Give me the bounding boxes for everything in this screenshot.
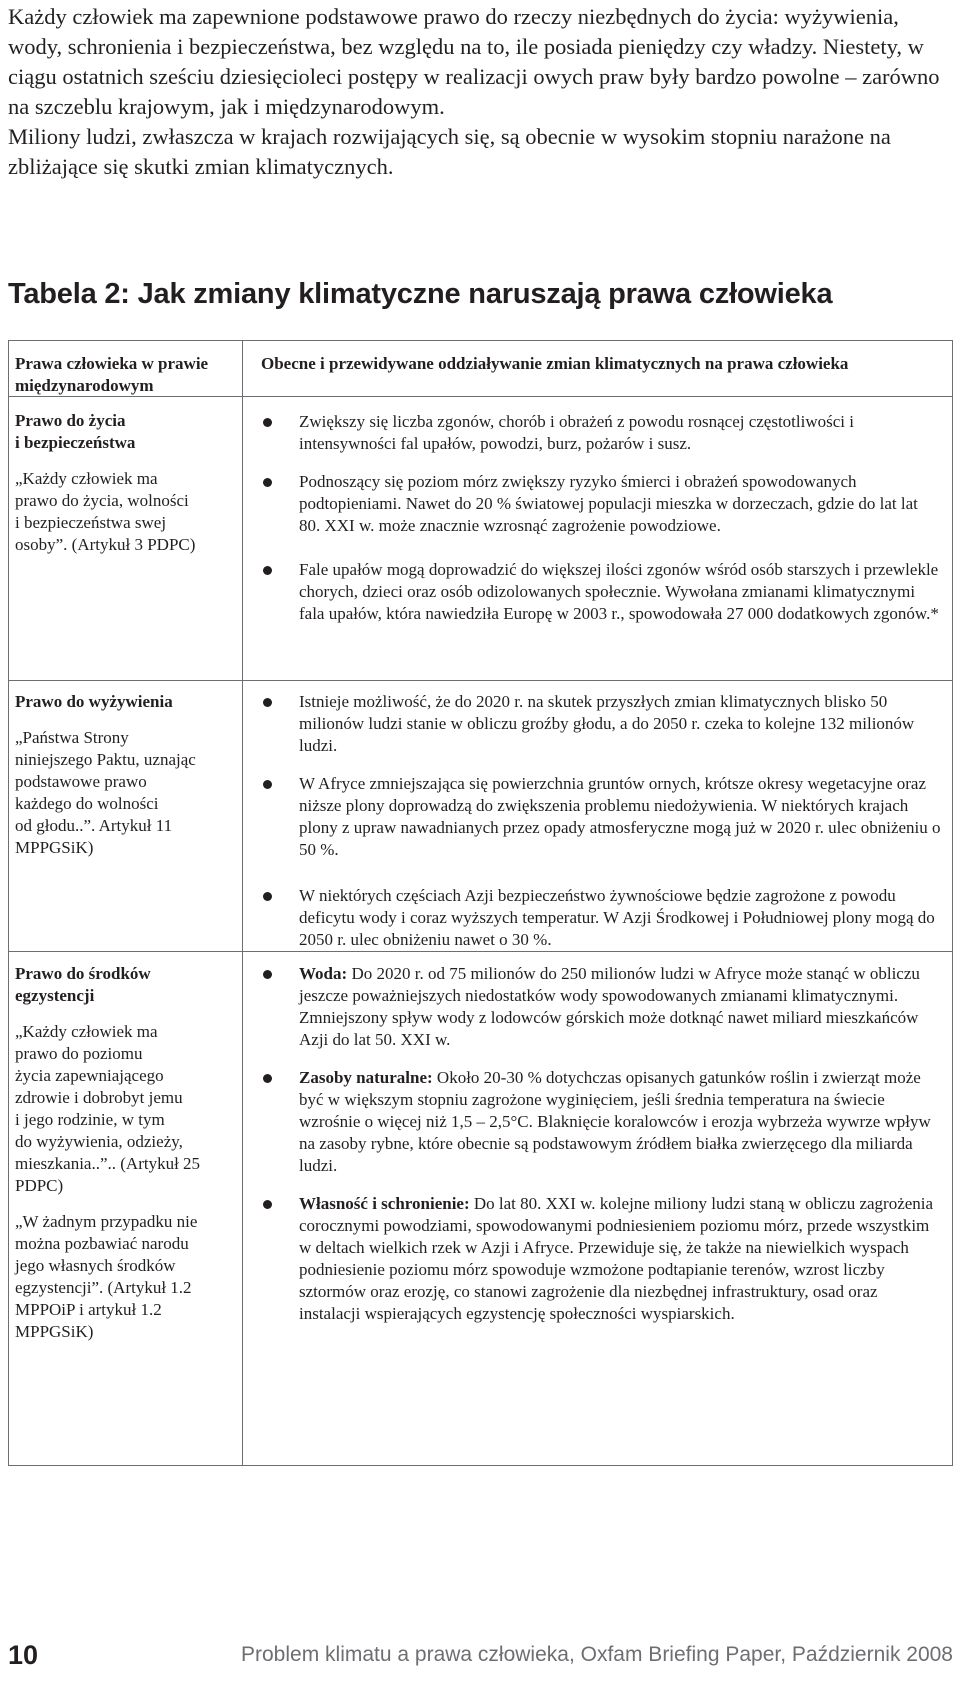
- page-footer: [8, 1640, 953, 1680]
- list-item: W niektórych częściach Azji bezpieczeństwo żywnościowe będzie zagrożone z powodu deficytu wody i coraz wyższych temperatur. W Azji Środkowej i Południowej plony mogą do 2050 r. ulec obniżeniu nawet o 30 %.: [261, 885, 941, 951]
- bullet-icon: [263, 892, 272, 901]
- header-left: Prawa człowieka w prawie międzynarodowym: [15, 354, 209, 395]
- row-3-quote-2: „W żadnym przypadku nie można pozbawiać narodu jego własnych środków egzystencji”. (Artykuł 1.2 MPPOiP i artykuł 1.2 MPPGSiK): [15, 1212, 198, 1341]
- intro-text: [8, 2, 948, 182]
- row-2-right: [261, 691, 941, 967]
- bullet-icon: [263, 418, 272, 427]
- list-item: Podnoszący się poziom mórz zwiększy ryzyko śmierci i obrażeń spowodowanych podtopieniami. Nawet do 20 % światowej populacji mieszka w dorzeczach, gdzie do lat lat 80. XXI w. może znacznie wzrosnąć zagrożenie powodziowe.: [261, 471, 941, 537]
- header-divider: [9, 396, 952, 397]
- rights-table: [8, 340, 953, 1466]
- row-2-quote: „Państwa Strony niniejszego Paktu, uznając podstawowe prawo każdego do wolności od głodu..”. Artykuł 11 MPPGSiK): [15, 728, 196, 857]
- list-item: Zasoby naturalne: Około 20-30 % dotychczas opisanych gatunków roślin i zwierząt może być w większym stopniu zagrożone wyginięciem, jeśli średnia temperatura na świecie wzrośnie o więcej niż 1,5 – 2,5°C. Blaknięcie koralowców i erozja wybrzeża wywrze wpływ na zasoby rybne, które obecnie są podstawowym źródłem białka zwierzęcego dla miliarda ludzi.: [261, 1067, 941, 1177]
- bullet-icon: [263, 698, 272, 707]
- row-3-right: [261, 963, 941, 1341]
- row-divider-1: [9, 680, 952, 681]
- row-3-impact-list: [261, 963, 941, 1325]
- bullet-icon: [263, 478, 272, 487]
- list-item: W Afryce zmniejszająca się powierzchnia gruntów ornych, krótsze okresy wegetacyjne oraz niższe plony doprowadzą do zwiększenia problemu niedożywienia. W niektórych krajach plony z upraw nawadnianych przez opady atmosferyczne mogą już w 2020 r. ulec obniżeniu o 50 %.: [261, 773, 941, 861]
- row-3-right-name: Prawo do środków egzystencji: [15, 964, 151, 1005]
- row-1-quote: „Każdy człowiek ma prawo do życia, wolności i bezpieczeństwa swej osoby”. (Artykuł 3 PDPC): [15, 469, 196, 554]
- page-number: 10: [8, 1640, 39, 1670]
- row-3-left: [15, 963, 237, 1357]
- column-divider: [242, 341, 243, 1465]
- list-item: Zwiększy się liczba zgonów, chorób i obrażeń z powodu rosnącej częstotliwości i intensywności fal upałów, powodzi, burz, pożarów i susz.: [261, 411, 941, 455]
- row-1-right: [261, 411, 941, 641]
- header-right: Obecne i przewidywane oddziaływanie zmian klimatycznych na prawa człowieka: [261, 354, 849, 373]
- footer-citation: Problem klimatu a prawa człowieka, Oxfam Briefing Paper, Październik 2008: [241, 1643, 953, 1666]
- row-2-impact-list: [261, 691, 941, 951]
- row-1-left: [15, 410, 237, 570]
- row-3-quote: „Każdy człowiek ma prawo do poziomu życia zapewniającego zdrowie i dobrobyt jemu i jego rodzinie, w tym do wyżywienia, odzieży, mieszkania..”.. (Artykuł 25 PDPC): [15, 1022, 201, 1195]
- table-title: Tabela 2: Jak zmiany klimatyczne naruszają prawa człowieka: [8, 278, 833, 310]
- bullet-icon: [263, 1074, 272, 1083]
- intro-paragraph-1: Każdy człowiek ma zapewnione podstawowe prawo do rzeczy niezbędnych do życia: wyżywienia, wody, schronienia i bezpieczeństwa, bez względu na to, ile posiada pieniędzy czy władzy. Niestety, w ciągu ostatnich sześciu dziesięcioleci postępy w realizacji owych praw były bardzo powolne – zarówno na szczeblu krajowym, jak i międzynarodowym.: [8, 4, 940, 119]
- bullet-icon: [263, 970, 272, 979]
- row-1-impact-list: [261, 411, 941, 625]
- row-1-right-name: Prawo do życia i bezpieczeństwa: [15, 411, 136, 452]
- list-item: Własność i schronienie: Do lat 80. XXI w. kolejne miliony ludzi staną w obliczu zagrożenia corocznymi powodziami, spowodowanymi podniesieniem poziomu mórz, przede wszystkim w deltach wielkich rzek w Azji i Afryce. Przewiduje się, że także na niewielkich wyspach podniesienie poziomu mórz spowoduje wzmożone podtapianie terenów, wzrost liczby sztormów oraz erozję, co stanowi zagrożenie dla niezbędnej infrastruktury, osad oraz instalacji wspierających egzystencję społeczności wyspiarskich.: [261, 1193, 941, 1325]
- bullet-icon: [263, 780, 272, 789]
- row-2-right-name: Prawo do wyżywienia: [15, 692, 173, 711]
- list-item: Fale upałów mogą doprowadzić do większej ilości zgonów wśród osób starszych i przewlekle chorych, dzieci oraz osób odizolowanych społecznie. Wywołana zmianami klimatycznymi fala upałów, która nawiedziła Europę w 2003 r., spowodowała 27 000 dodatkowych zgonów.*: [261, 559, 941, 625]
- row-divider-2: [9, 951, 952, 952]
- list-item: Istnieje możliwość, że do 2020 r. na skutek przyszłych zmian klimatycznych blisko 50 milionów ludzi stanie w obliczu groźby głodu, a do 2050 r. czeka to kolejne 132 milionów ludzi.: [261, 691, 941, 757]
- row-2-left: [15, 691, 237, 873]
- list-item: Woda: Do 2020 r. od 75 milionów do 250 milionów ludzi w Afryce może stanąć w obliczu jeszcze poważniejszych niedostatków wody spowodowanych zmianami klimatycznymi. Zmniejszony spływ wody z lodowców górskich może dotknąć nawet miliard mieszkańców Azji do lat 50. XXI w.: [261, 963, 941, 1051]
- bullet-icon: [263, 566, 272, 575]
- intro-paragraph-2: Miliony ludzi, zwłaszcza w krajach rozwijających się, są obecnie w wysokim stopniu narażone na zbliżające się skutki zmian klimatycznych.: [8, 124, 891, 179]
- bullet-icon: [263, 1200, 272, 1209]
